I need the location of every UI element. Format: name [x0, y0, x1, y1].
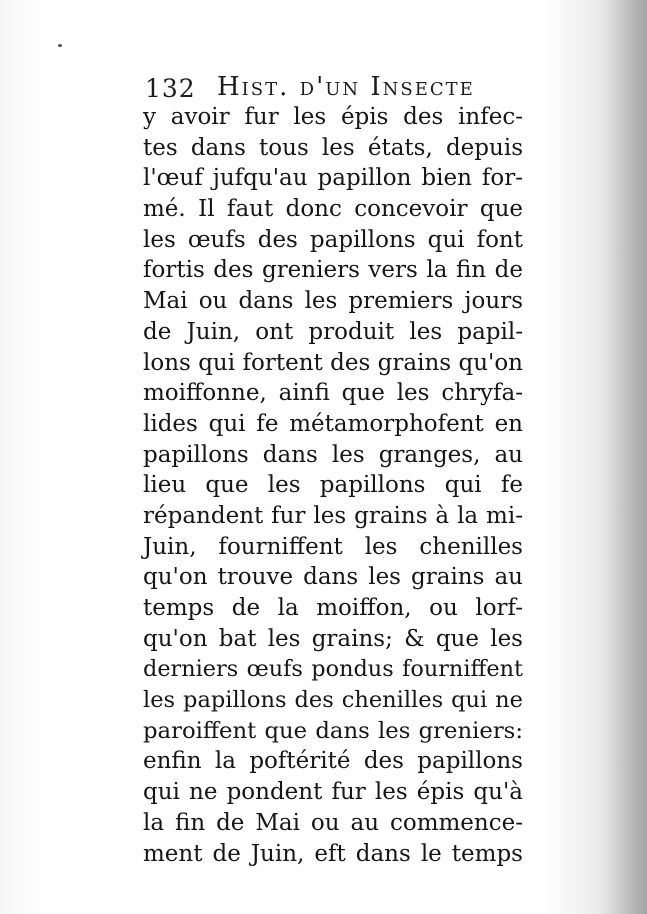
- page-number: 132: [145, 74, 196, 103]
- text-line: l'œuf jufqu'au papillon bien for-: [143, 165, 523, 192]
- text-line: derniers œufs pondus fourniffent: [143, 656, 523, 683]
- text-line: Mai ou dans les premiers jours: [143, 288, 523, 315]
- text-line: qu'on bat les grains; & que les: [143, 625, 523, 652]
- ink-speck: [58, 44, 62, 47]
- text-line: lieu que les papillons qui fe: [143, 472, 523, 499]
- text-line: papillons dans les granges, au: [143, 441, 523, 468]
- text-line: qui ne pondent fur les épis qu'à: [143, 779, 523, 806]
- text-line: enfin la poftérité des papillons: [143, 748, 523, 775]
- text-line: moiffonne, ainfi que les chryfa-: [143, 380, 523, 407]
- text-line: qu'on trouve dans les grains au: [143, 564, 523, 591]
- running-header: [145, 70, 525, 106]
- text-line: ment de Juin, eft dans le temps: [143, 840, 523, 867]
- text-line: tes dans tous les états, depuis: [143, 134, 523, 161]
- text-line: les œufs des papillons qui font: [143, 226, 523, 253]
- text-line: lides qui fe métamorphofent en: [143, 410, 523, 437]
- text-line: y avoir fur les épis des infec-: [143, 104, 523, 130]
- text-line: mé. Il faut donc concevoir que: [143, 196, 523, 223]
- text-line: la fin de Mai ou au commence-: [143, 809, 523, 836]
- text-line: de Juin, ont produit les papil-: [143, 318, 523, 345]
- text-line: temps de la moiffon, ou lorf-: [143, 595, 523, 621]
- text-line: lons qui fortent des grains qu'on: [143, 349, 523, 376]
- text-line: Juin, fourniffent les chenilles: [143, 533, 523, 560]
- text-line: répandent fur les grains à la mi-: [143, 502, 523, 529]
- text-line: paroiffent que dans les greniers:: [143, 717, 523, 744]
- page-edge-shadow: [600, 0, 647, 914]
- body-text: [143, 102, 523, 869]
- text-line: fortis des greniers vers la fin de: [143, 257, 523, 284]
- running-title: Hist. d'un Insecte: [217, 72, 475, 102]
- text-line: les papillons des chenilles qui ne: [143, 687, 523, 714]
